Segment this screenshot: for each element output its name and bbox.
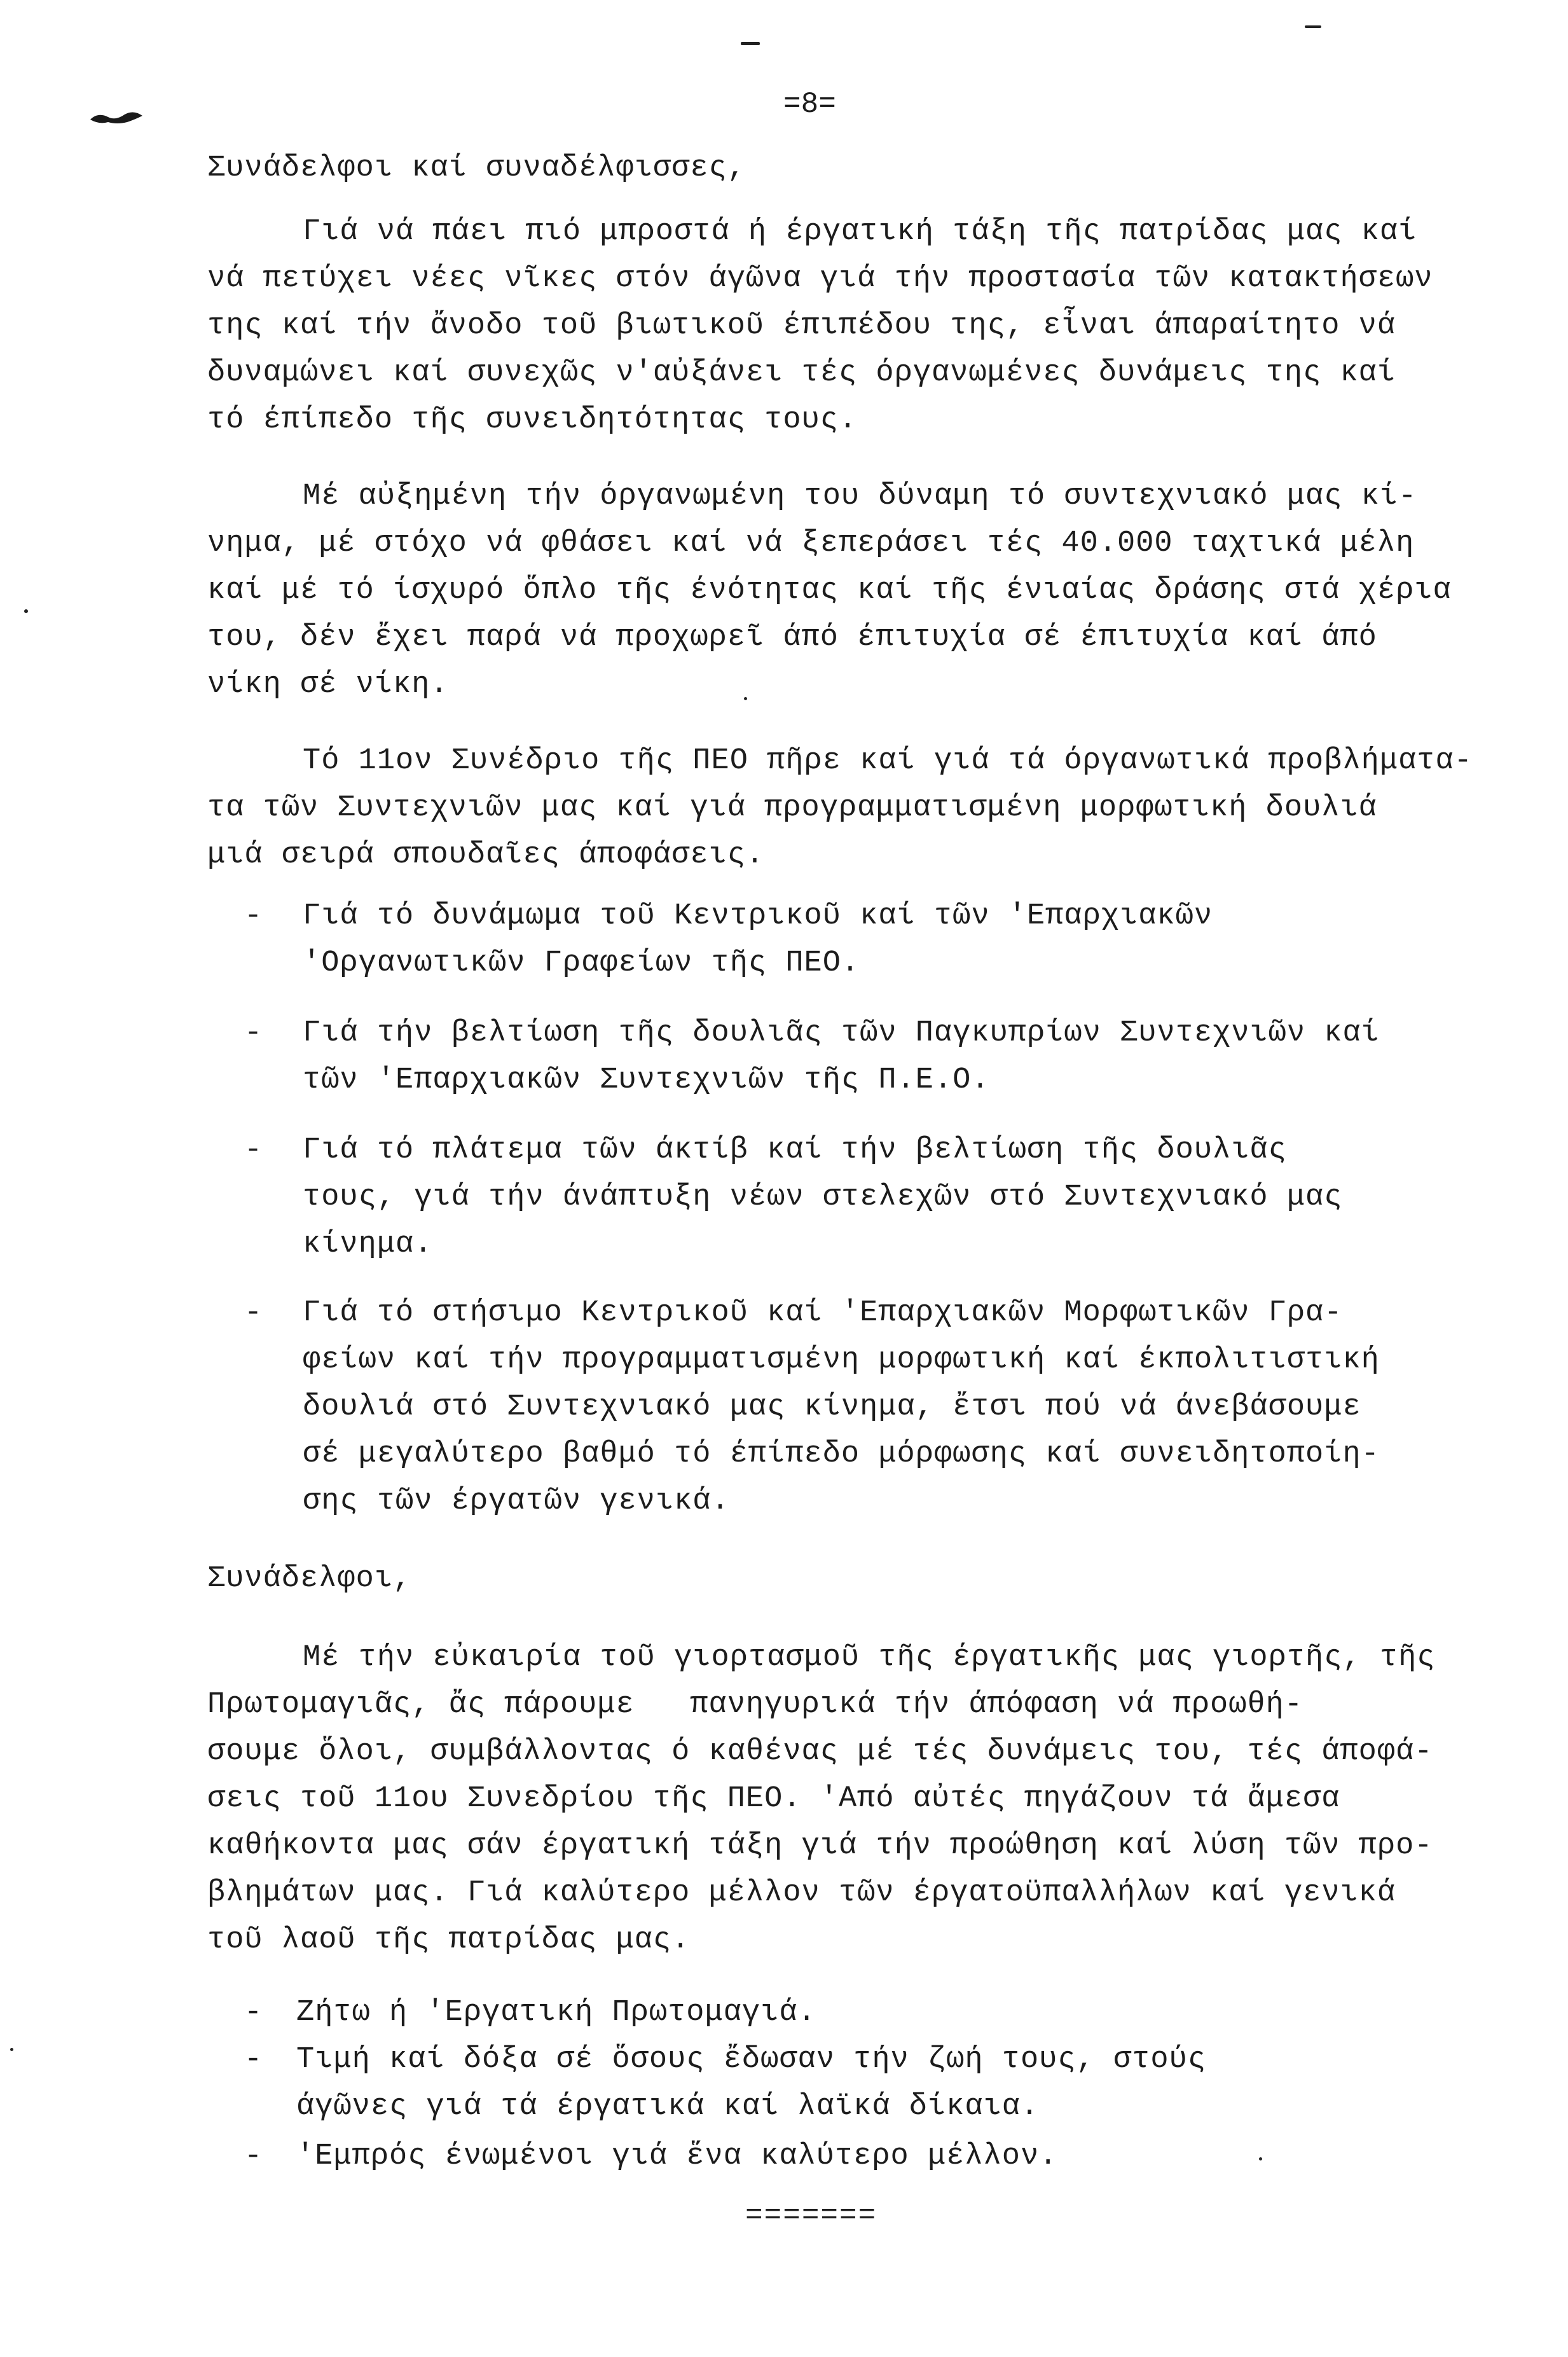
paragraph-line: δυναμώνει καί συνεχῶς ν'αὐξάνει τές όργανωμένες δυνάμεις της καί (207, 356, 1396, 390)
ink-speck (1259, 2157, 1262, 2160)
list-dash: - (244, 1016, 263, 1050)
slogan-dash: - (244, 1996, 263, 2029)
slogan-line: 'Εμπρός ένωμένοι γιά ἕνα καλύτερο μέλλον. (296, 2139, 1058, 2173)
paragraph-line: της καί τήν ἄνοδο τοῦ βιωτικοῦ έπιπέδου της, εἶναι άπαραίτητο νά (207, 309, 1396, 343)
paragraph-line: Μέ αὐξημένη τήν όργανωμένη του δύναμη τό συντεχνιακό μας κί- (303, 480, 1417, 513)
slogan-line: άγῶνες γιά τά έργατικά καί λαϊκά δίκαια. (296, 2090, 1040, 2124)
page-number: =8= (783, 88, 836, 121)
paragraph-line: καθήκοντα μας σάν έργατική τάξη γιά τήν προώθηση καί λύση τῶν προ- (207, 1829, 1433, 1863)
paragraph-line: τό έπίπεδο τῆς συνειδητότητας τους. (207, 403, 858, 437)
paragraph-line: Τό 11ον Συνέδριο τῆς ΠΕΟ πῆρε καί γιά τά όργανωτικά προβλήματα- (303, 744, 1473, 778)
paragraph-line: καί μέ τό ίσχυρό ὅπλο τῆς ένότητας καί τῆς ένιαίας δράσης στά χέρια (207, 574, 1452, 607)
list-item-line: Γιά τό στήσιμο Κεντρικοῦ καί 'Επαρχιακῶν Μορφωτικῶν Γρα- (303, 1296, 1343, 1330)
slogan-dash: - (244, 2139, 263, 2173)
slogan-line: Ζήτω ή 'Εργατική Πρωτομαγιά. (296, 1996, 816, 2029)
salutation: Συνάδελφοι καί συναδέλφισσες, (207, 151, 746, 185)
paragraph-line: μιά σειρά σπουδαῖες άποφάσεις. (207, 838, 765, 872)
ink-blot (89, 108, 144, 126)
paragraph-line: νίκη σέ νίκη. (207, 668, 449, 702)
slogan-line: Τιμή καί δόξα σέ ὅσους ἔδωσαν τήν ζωή τους, στούς (296, 2043, 1207, 2077)
paragraph-line: Πρωτομαγιᾶς, ἄς πάρουμε πανηγυρικά τήν άπόφαση νά προωθή- (207, 1688, 1303, 1722)
list-dash: - (244, 1133, 263, 1167)
list-item-line: δουλιά στό Συντεχνιακό μας κίνημα, ἔτσι πού νά άνεβάσουμε (303, 1390, 1361, 1424)
paragraph-line: σουμε ὅλοι, συμβάλλοντας ό καθένας μέ τές δυνάμεις του, τές άποφά- (207, 1735, 1433, 1769)
paragraph-line: τα τῶν Συντεχνιῶν μας καί γιά προγραμματισμένη μορφωτική δουλιά (207, 791, 1377, 825)
list-dash: - (244, 1296, 263, 1330)
paragraph-line: βλημάτων μας. Γιά καλύτερο μέλλον τῶν έργατοϋπαλλήλων καί γενικά (207, 1876, 1396, 1910)
paragraph-line: του, δέν ἔχει παρά νά προχωρεῖ άπό έπιτυχία σέ έπιτυχία καί άπό (207, 621, 1377, 654)
list-item-line: κίνημα. (303, 1227, 433, 1261)
paragraph-line: σεις τοῦ 11ου Συνεδρίου τῆς ΠΕΟ. 'Από αὐτές πηγάζουν τά ἄμεσα (207, 1782, 1340, 1816)
ink-speck (10, 2048, 13, 2051)
list-item-line: φείων καί τήν προγραμματισμένη μορφωτική καί έκπολιτιστική (303, 1343, 1380, 1377)
paragraph-line: νά πετύχει νέες νῖκες στόν άγῶνα γιά τήν προστασία τῶν κατακτήσεων (207, 262, 1433, 296)
paragraph-line: τοῦ λαοῦ τῆς πατρίδας μας. (207, 1923, 691, 1957)
ink-speck (741, 42, 760, 45)
second-salutation: Συνάδελφοι, (207, 1562, 412, 1596)
paragraph-line: Γιά νά πάει πιό μπροστά ή έργατική τάξη τῆς πατρίδας μας καί (303, 215, 1417, 249)
list-dash: - (244, 899, 263, 933)
list-item-line: σέ μεγαλύτερο βαθμό τό έπίπεδο μόρφωσης καί συνειδητοποίη- (303, 1437, 1380, 1471)
ink-speck (744, 697, 747, 700)
list-item-line: Γιά τήν βελτίωση τῆς δουλιᾶς τῶν Παγκυπρίων Συντεχνιῶν καί (303, 1016, 1380, 1050)
list-item-line: 'Οργανωτικῶν Γραφείων τῆς ΠΕΟ. (303, 946, 860, 980)
ink-speck (1305, 25, 1321, 28)
list-item-line: τους, γιά τήν άνάπτυξη νέων στελεχῶν στό Συντεχνιακό μας (303, 1180, 1343, 1214)
ink-speck (24, 609, 28, 613)
paragraph-line: νημα, μέ στόχο νά φθάσει καί νά ξεπεράσει τές 40.000 ταχτικά μέλη (207, 527, 1415, 560)
slogan-dash: - (244, 2043, 263, 2077)
list-item-line: Γιά τό δυνάμωμα τοῦ Κεντρικοῦ καί τῶν 'Επαρχιακῶν (303, 899, 1213, 933)
list-item-line: Γιά τό πλάτεμα τῶν άκτίβ καί τήν βελτίωση τῆς δουλιᾶς (303, 1133, 1287, 1167)
closing-rule: ======= (745, 2199, 877, 2232)
list-item-line: τῶν 'Επαρχιακῶν Συντεχνιῶν τῆς Π.Ε.Ο. (303, 1063, 990, 1097)
paragraph-line: Μέ τήν εὐκαιρία τοῦ γιορτασμοῦ τῆς έργατικῆς μας γιορτῆς, τῆς (303, 1641, 1436, 1675)
list-item-line: σης τῶν έργατῶν γενικά. (303, 1484, 730, 1518)
